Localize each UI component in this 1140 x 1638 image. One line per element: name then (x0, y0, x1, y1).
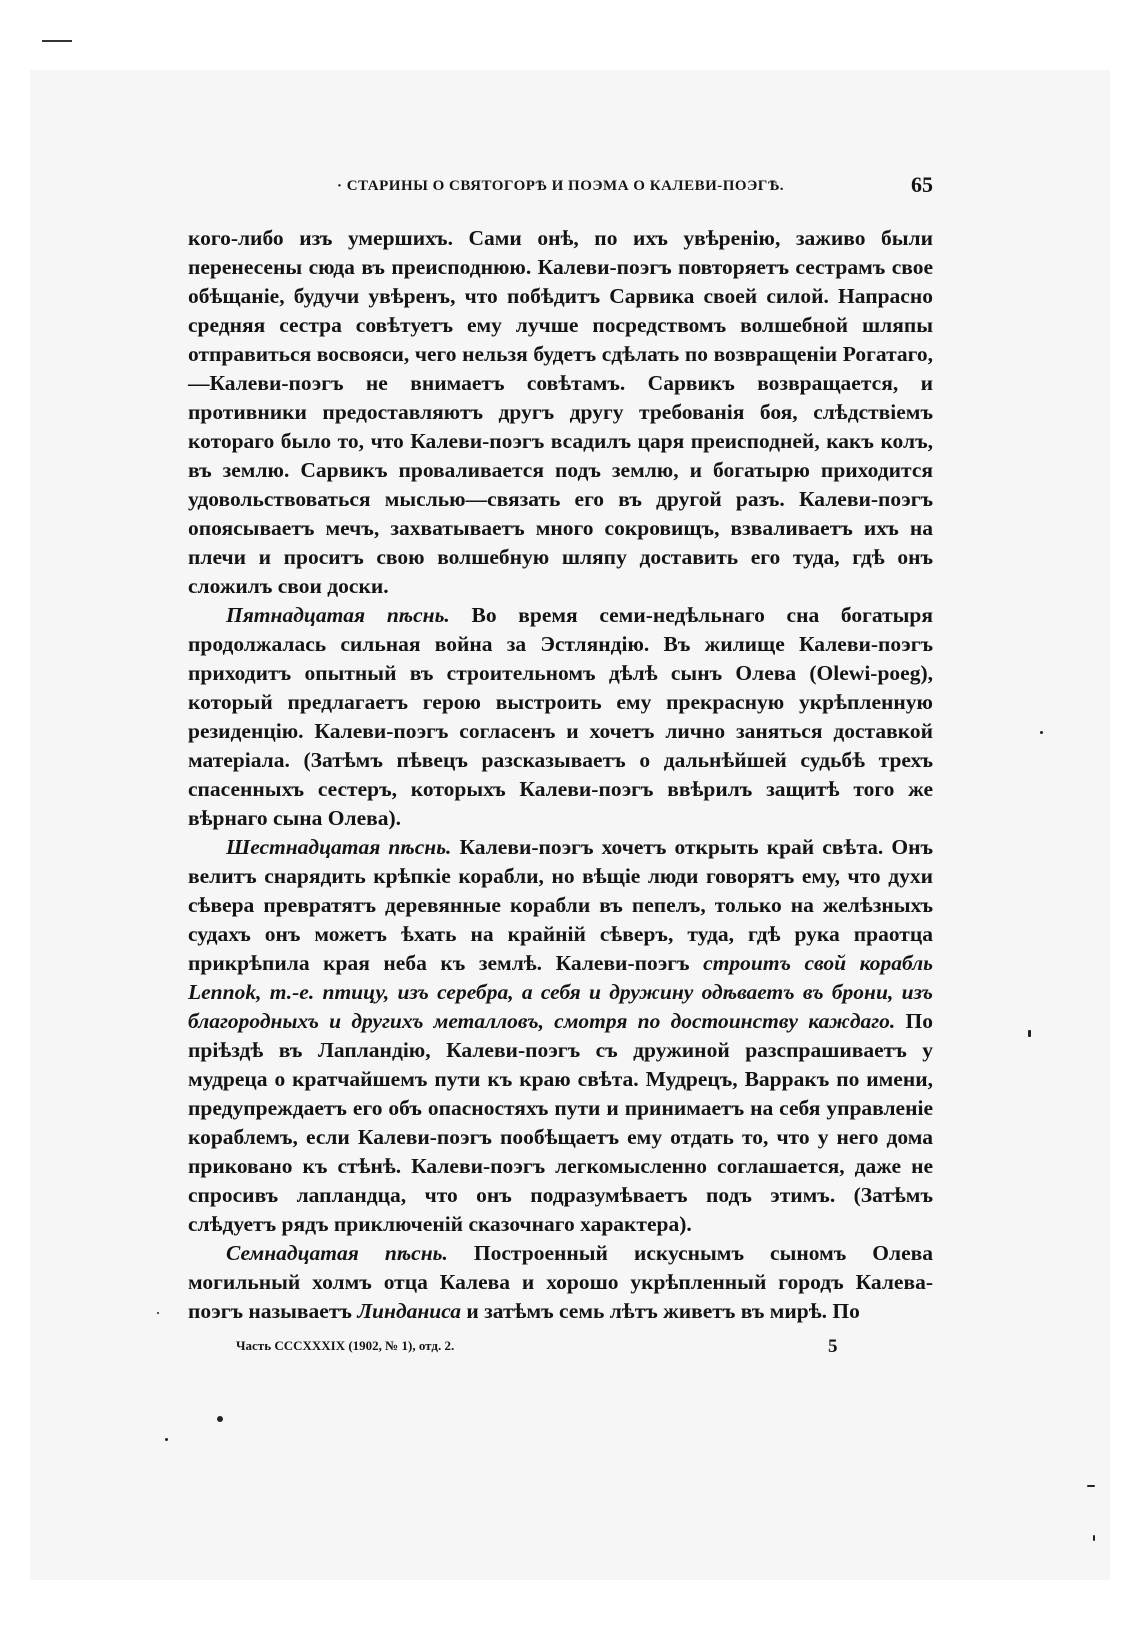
text-run: По пріѣздѣ въ Лапландію, Калеви-поэгъ съ дружиной разспрашиваетъ у мудреца о кратчайшемъ пути къ краю свѣта. Мудрецъ, Варракъ по имени, предупреждаетъ его объ опасностяхъ пути и принимаетъ на себя управленіе кораблемъ, если Калеви-поэгъ пообѣщаетъ ему отдать то, что у него дома приковано къ стѣнѣ. Калеви-поэгъ легкомысленно соглашается, даже не спросивъ лапландца, что онъ подразумѣваетъ подъ этимъ. (Затѣмъ слѣдуетъ рядъ приключеній сказочнаго характера). (188, 1009, 933, 1236)
signature-mark: 5 (828, 1336, 838, 1357)
running-head (188, 168, 933, 208)
paragraph (188, 224, 933, 601)
italic-text: Линданиса (357, 1299, 462, 1323)
footer (188, 1338, 933, 1362)
paragraph (188, 1239, 933, 1326)
book-page (188, 168, 933, 1362)
italic-text: Шестнадцатая пѣснь. (226, 835, 452, 859)
italic-text: строитъ свой корабль Lennok, т.-е. птицу, изъ серебра, а себя и дружину одѣваетъ въ брони, изъ благородныхъ и другихъ металловъ, смотря по достоинству каждаго. (188, 951, 933, 1033)
scan-speck (1087, 1485, 1095, 1487)
text-run: и затѣмъ семь лѣтъ живетъ въ мирѣ. По (461, 1299, 860, 1323)
scan-speck (1028, 1030, 1031, 1037)
paragraph (188, 833, 933, 1239)
corner-rule (42, 40, 72, 42)
scan-speck (157, 1312, 159, 1314)
italic-text: Семнадцатая пѣснь. (226, 1241, 448, 1265)
scan-speck (1040, 731, 1043, 734)
scan-speck (165, 1438, 168, 1441)
italic-text: Пятнадцатая пѣснь. (226, 603, 450, 627)
scan-speck (217, 1416, 223, 1422)
text-run: Построенный искуснымъ сыномъ Олева могильный холмъ отца Калева и хорошо укрѣпленный городъ Калева-поэгъ называетъ (188, 1241, 933, 1323)
text-run: Во время семи-недѣльнаго сна богатыря продолжалась сильная война за Эстляндію. Въ жилище Калеви-поэгъ приходитъ опытный въ строительномъ дѣлѣ сынъ Олева (Olewi-poeg), который предлагаетъ герою выстроить ему прекрасную укрѣпленную резиденцію. Калеви-поэгъ согласенъ и хочетъ лично заняться доставкой матеріала. (Затѣмъ пѣвецъ разсказываетъ о дальнѣйшей судьбѣ трехъ спасенныхъ сестеръ, которыхъ Калеви-поэгъ ввѣрилъ защитѣ того же вѣрнаго сына Олева). (188, 603, 934, 830)
page-number: 65 (911, 172, 933, 197)
paragraph (188, 601, 933, 833)
running-title: · СТАРИНЫ О СВЯТОГОРѢ И ПОЭМА О КАЛЕВИ-ПОЭГѢ. (336, 178, 785, 194)
scan-speck (1093, 1535, 1095, 1541)
text-run: Калеви-поэгъ хочетъ открыть край свѣта. Онъ велитъ снарядить крѣпкіе корабли, но вѣщіе люди говорятъ ему, что духи сѣвера превратятъ деревянные корабли въ пепелъ, только на желѣзныхъ судахъ онъ можетъ ѣхать на крайній сѣверъ, туда, гдѣ рука праотца прикрѣпила края неба къ землѣ. Калеви-поэгъ (188, 835, 933, 975)
text-run: кого-либо изъ умершихъ. Сами онѣ, по ихъ увѣренію, заживо были перенесены сюда въ преисподнюю. Калеви-поэгъ повторяетъ сестрамъ свое обѣщаніе, будучи увѣренъ, что побѣдитъ Сарвика своей силой. Напрасно средняя сестра совѣтуетъ ему лучше посредствомъ волшебной шляпы отправиться восвояси, чего нельзя будетъ сдѣлать по возвращеніи Рогатаго,—Калеви-поэгъ не внимаетъ совѣтамъ. Сарвикъ возвращается, и противники предоставляютъ другъ другу требованія боя, слѣдствіемъ котораго было то, что Калеви-поэгъ всадилъ царя преисподней, какъ колъ, въ землю. Сарвикъ проваливается подъ землю, и богатырю приходится удовольствоваться мыслью—связать его въ другой разъ. Калеви-поэгъ опоясываетъ мечъ, захватываетъ много сокровищъ, взваливаетъ ихъ на плечи и проситъ свою волшебную шляпу доставить его туда, гдѣ онъ сложилъ свои доски. (188, 226, 933, 598)
printer-signature: Часть CCCXXXIX (1902, № 1), отд. 2. (236, 1338, 455, 1353)
body-text (188, 224, 933, 1326)
